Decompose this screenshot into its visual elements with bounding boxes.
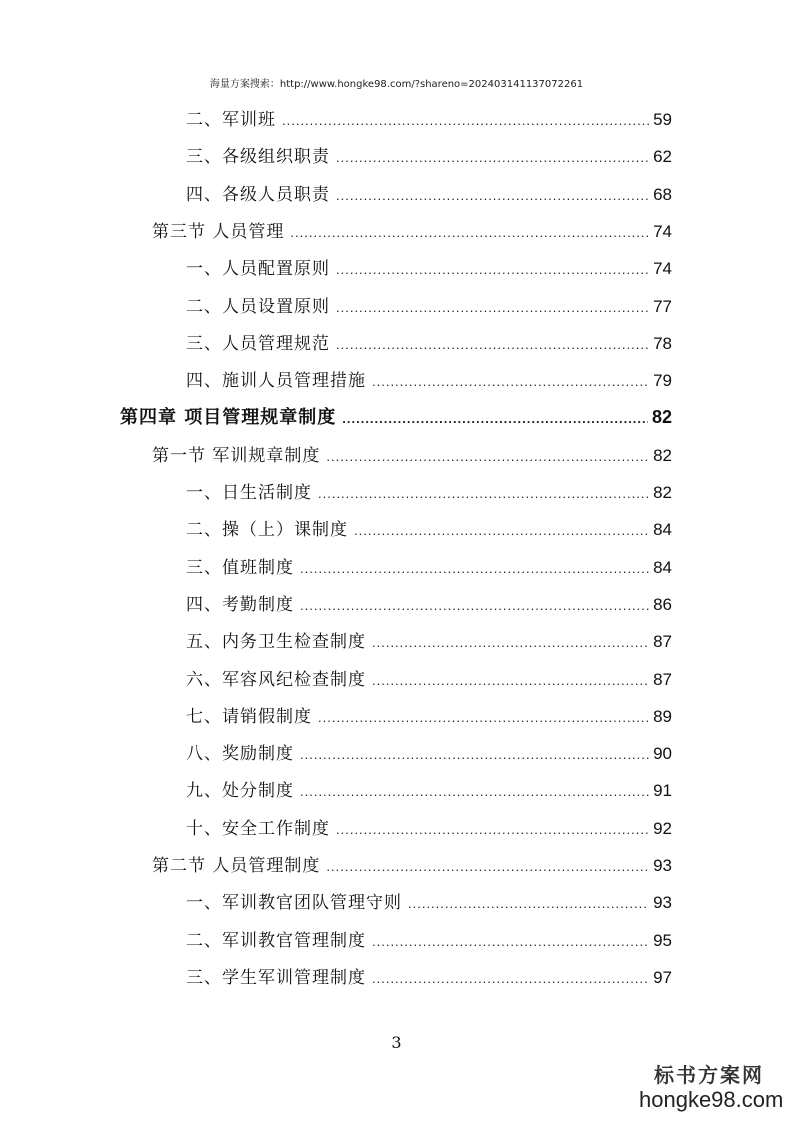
- toc-entry-page: 90: [653, 744, 672, 764]
- toc-entry[interactable]: [186, 661, 672, 698]
- toc-leader-dots: [408, 885, 649, 922]
- toc-entry-page: 95: [653, 930, 672, 950]
- toc-leader-dots: [372, 960, 649, 997]
- toc-leader-dots: [342, 400, 648, 437]
- toc-leader-dots: [318, 475, 649, 512]
- toc-entry-title: 三、值班制度: [186, 557, 294, 578]
- toc-entry-page: 82: [651, 407, 672, 428]
- toc-entry-title: 第四章 项目管理规章制度: [120, 407, 337, 429]
- toc-leader-dots: [336, 139, 649, 176]
- toc-entry[interactable]: [186, 250, 672, 287]
- toc-entry-title: 第一节 军训规章制度: [152, 445, 321, 466]
- toc-entry[interactable]: [186, 325, 672, 362]
- toc-leader-dots: [282, 102, 649, 139]
- toc-entry-title: 五、内务卫生检查制度: [186, 632, 366, 653]
- toc-entry[interactable]: [152, 213, 672, 250]
- toc-leader-dots: [336, 177, 649, 214]
- toc-entry-title: 三、学生军训管理制度: [186, 967, 366, 988]
- toc-entry-title: 一、日生活制度: [186, 483, 312, 503]
- toc-leader-dots: [372, 624, 649, 661]
- toc-leader-dots: [300, 550, 649, 587]
- toc-entry[interactable]: [152, 847, 672, 884]
- toc-leader-dots: [326, 438, 649, 475]
- toc-entry-page: 82: [653, 445, 672, 465]
- toc-entry[interactable]: [186, 698, 672, 735]
- watermark-logo: [639, 1059, 784, 1112]
- page-number: 3: [391, 1033, 402, 1052]
- toc-leader-dots: [372, 923, 649, 960]
- toc-entry-title: 第二节 人员管理制度: [152, 856, 321, 876]
- toc-entry-page: 77: [653, 296, 672, 316]
- toc-leader-dots: [300, 736, 649, 773]
- toc-entry-page: 84: [653, 520, 672, 540]
- toc-entry-page: 93: [653, 893, 672, 913]
- toc-entry-title: 二、军训班: [186, 110, 276, 130]
- toc-entry-title: 四、施训人员管理措施: [186, 371, 366, 392]
- toc-entry[interactable]: [186, 288, 672, 325]
- toc-entry[interactable]: [120, 399, 672, 436]
- toc-leader-dots: [336, 289, 649, 326]
- toc-leader-dots: [326, 848, 649, 885]
- toc-entry-page: 74: [653, 221, 672, 241]
- toc-entry-title: 三、人员管理规范: [186, 333, 330, 354]
- toc-entry-page: 68: [653, 184, 672, 204]
- toc-entry-title: 二、军训教官管理制度: [186, 930, 366, 951]
- toc-leader-dots: [300, 773, 649, 810]
- toc-entry-title: 四、各级人员职责: [186, 184, 330, 205]
- toc-entry-title: 九、处分制度: [186, 781, 294, 802]
- toc-entry[interactable]: [186, 884, 672, 921]
- toc-entry[interactable]: [186, 474, 672, 511]
- toc-entry[interactable]: [186, 735, 672, 772]
- toc-entry-title: 四、考勤制度: [186, 594, 294, 615]
- toc-entry-page: 87: [653, 632, 672, 652]
- toc-entry[interactable]: [186, 586, 672, 623]
- toc-entry[interactable]: [186, 138, 672, 175]
- toc-entry[interactable]: [186, 101, 672, 138]
- page-header: 海量方案搜索：http://www.hongke98.com/?shareno=202403141137072261: [209, 79, 584, 90]
- toc-entry[interactable]: [186, 176, 672, 213]
- toc-leader-dots: [336, 811, 649, 848]
- toc-leader-dots: [372, 363, 649, 400]
- toc-entry-title: 六、军容风纪检查制度: [186, 669, 366, 690]
- toc-entry[interactable]: [186, 772, 672, 809]
- toc-entry-title: 十、安全工作制度: [186, 818, 330, 839]
- toc-entry[interactable]: [186, 959, 672, 996]
- toc-entry-page: 62: [653, 147, 672, 167]
- watermark-en: hongke98.com: [639, 1087, 784, 1112]
- toc-entry-page: 74: [653, 259, 672, 279]
- toc-entry-title: 二、操（上）课制度: [186, 520, 348, 541]
- toc-entry-page: 78: [653, 333, 672, 353]
- toc-entry[interactable]: [186, 549, 672, 586]
- toc-entry-page: 86: [653, 594, 672, 614]
- toc-entry-title: 一、军训教官团队管理守则: [186, 893, 402, 914]
- toc-leader-dots: [372, 662, 649, 699]
- toc-leader-dots: [336, 326, 649, 363]
- toc-entry-page: 91: [653, 781, 672, 801]
- toc-entry-title: 八、奖励制度: [186, 744, 294, 765]
- toc-leader-dots: [318, 699, 649, 736]
- toc-leader-dots: [336, 251, 649, 288]
- toc-entry[interactable]: [186, 511, 672, 548]
- toc-entry-page: 89: [653, 706, 672, 726]
- toc-entry-page: 59: [653, 110, 672, 129]
- toc-entry-page: 79: [653, 371, 672, 391]
- toc-entry-title: 二、人员设置原则: [186, 296, 330, 317]
- toc-entry-page: 93: [653, 856, 672, 875]
- toc-entry[interactable]: [186, 810, 672, 847]
- toc-entry[interactable]: [186, 922, 672, 959]
- toc-entry-page: 92: [653, 818, 672, 838]
- toc-entry[interactable]: [186, 623, 672, 660]
- toc-leader-dots: [354, 512, 649, 549]
- toc-leader-dots: [290, 214, 649, 251]
- toc-entry-title: 一、人员配置原则: [186, 259, 330, 280]
- toc-entry-page: 84: [653, 557, 672, 577]
- toc-entry-title: 第三节 人员管理: [152, 221, 285, 242]
- toc-entry-page: 82: [653, 483, 672, 502]
- toc-entry-title: 三、各级组织职责: [186, 147, 330, 168]
- toc-entry[interactable]: [152, 437, 672, 474]
- toc-entry[interactable]: [186, 362, 672, 399]
- toc-entry-page: 97: [653, 967, 672, 987]
- toc-leader-dots: [300, 587, 649, 624]
- watermark-cn: 标书方案网: [654, 1063, 764, 1087]
- toc-entry-page: 87: [653, 669, 672, 689]
- toc-entry-title: 七、请销假制度: [186, 706, 312, 727]
